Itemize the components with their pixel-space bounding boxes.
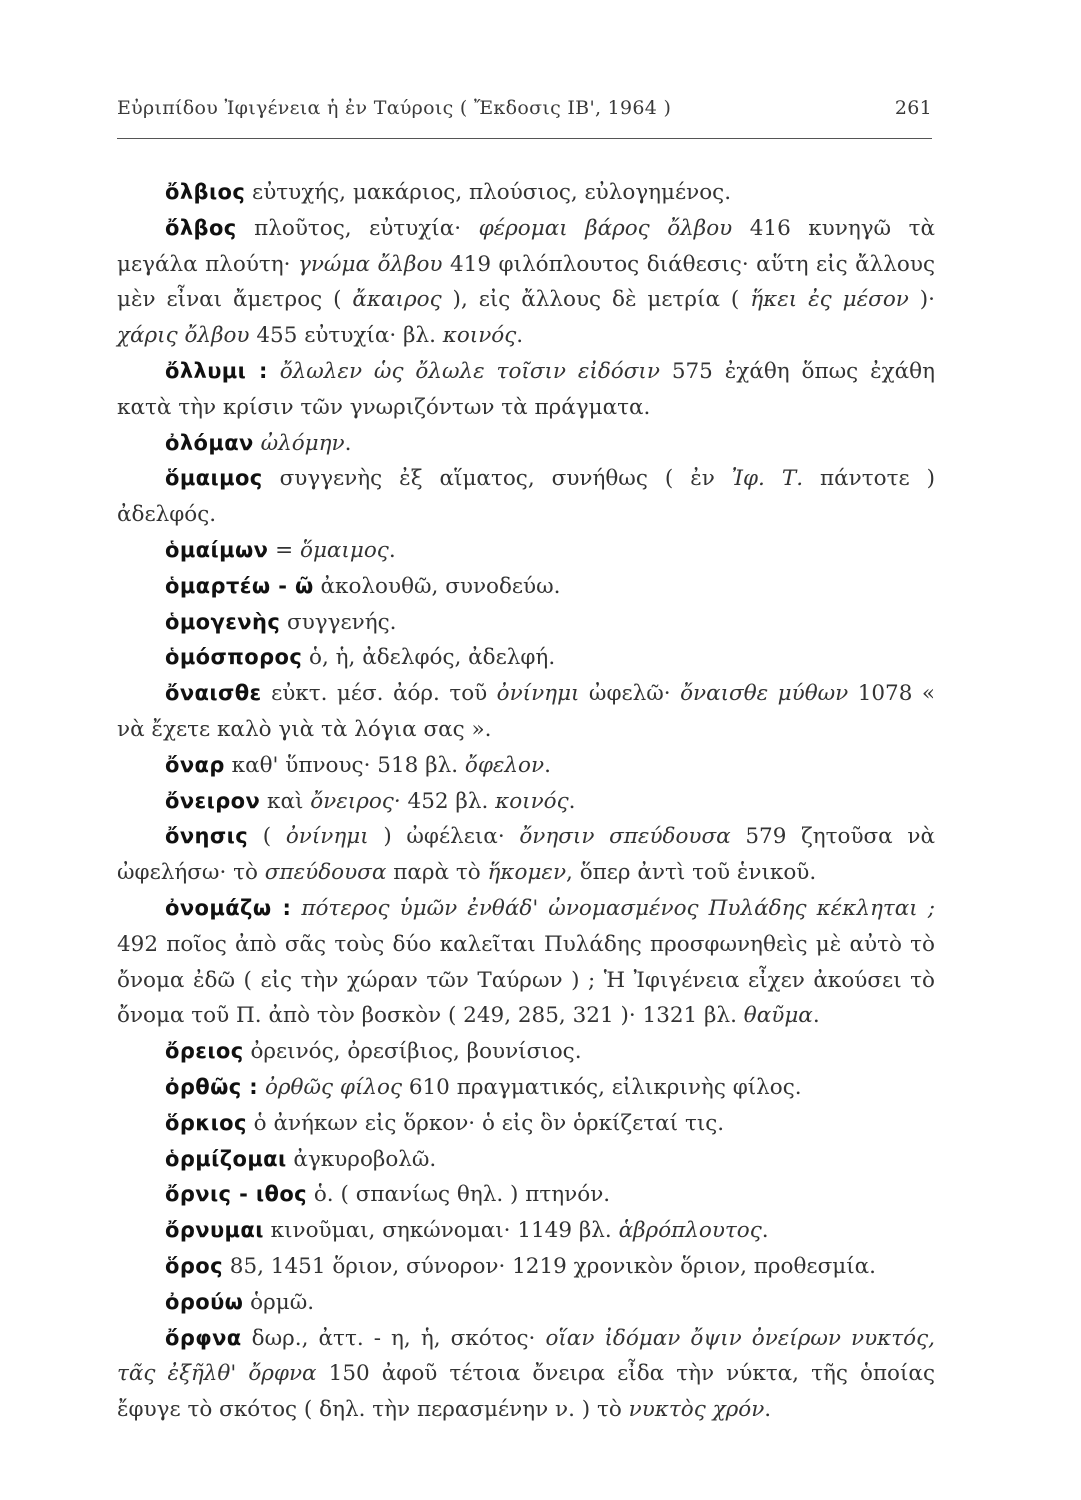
- glossary-entry: ὄναρ καθ' ὕπνους· 518 βλ. ὄφελον.: [165, 752, 551, 778]
- headword: ὁμόσπορος: [165, 645, 303, 670]
- glossary-entries: [117, 175, 935, 1428]
- glossary-entry: ὁμογενὴς συγγενής.: [165, 609, 397, 635]
- headword: ὄρειος: [165, 1039, 244, 1064]
- glossary-entry: ὄνειρον καὶ ὄνειρος· 452 βλ. κοινός.: [165, 788, 576, 814]
- glossary-entry: ὁμαίμων = ὅμαιμος.: [165, 537, 396, 563]
- running-title: Εὐριπίδου Ἰφιγένεια ἡ ἐν Ταύροις ( Ἔκδοσις ΙΒ', 1964 ): [117, 97, 672, 119]
- glossary-entry: ὄλβιος εὐτυχής, μακάριος, πλούσιος, εὐλογημένος.: [165, 180, 732, 205]
- headword: ὄνησις: [165, 824, 249, 849]
- headword: ὀρούω: [165, 1289, 244, 1314]
- glossary-entry: ὄναισθε εὐκτ. μέσ. ἀόρ. τοῦ ὀνίνημι ὠφελῶ· ὄναισθε μύθων 1078 « νὰ ἔχετε καλὸ γιὰ τὰ λόγια σας ».: [117, 681, 936, 742]
- headword: ὁμαίμων: [165, 537, 269, 562]
- glossary-entry: ὄλβος πλοῦτος, εὐτυχία· φέρομαι βάρος ὄλβου 416 κυνηγῶ τὰ μεγάλα πλούτη· γνώμα ὄλβου 419 φιλόπλουτος διάθεσις· αὕτη εἰς ἄλλους μὲν εἶναι ἄμετρος ( ἄκαιρος ), εἰς ἄλλους δὲ μετρία ( ἥκει ἐς μέσον )· χάρις ὄλβου 455 εὐτυχία· βλ. κοινός.: [117, 215, 935, 349]
- glossary-entry: ὀνομάζω : πότερος ὑμῶν ἐνθάδ' ὠνομασμένος Πυλάδης κέκληται ; 492 ποῖος ἀπὸ σᾶς τοὺς δύο καλεῖται Πυλάδης προσφωνηθεὶς μὲ αὐτὸ τὸ ὄνομα ἐδῶ ( εἰς τὴν χώραν τῶν Ταύρων ) ; Ἡ Ἰφιγένεια εἶχεν ἀκούσει τὸ ὄνομα τοῦ Π. ἀπὸ τὸν βοσκὸν ( 249, 285, 321 )· 1321 βλ. θαῦμα.: [117, 895, 935, 1029]
- headword: ὁρμίζομαι: [165, 1146, 287, 1171]
- headword: ὄνειρον: [165, 788, 261, 813]
- glossary-entry: ὁμαρτέω - ῶ ἀκολουθῶ, συνοδεύω.: [165, 573, 561, 599]
- glossary-entry: ὅμαιμος συγγενὴς ἐξ αἵματος, συνήθως ( ἐν Ἰφ. Τ. πάντοτε ) ἀδελφός.: [117, 466, 935, 528]
- glossary-entry: ὄνησις ( ὀνίνημι ) ὠφέλεια· ὄνησιν σπεύδουσα 579 ζητοῦσα νὰ ὠφελήσω· τὸ σπεύδουσα παρὰ τὸ ἥκομεν, ὅπερ ἀντὶ τοῦ ἑνικοῦ.: [117, 824, 935, 886]
- headword: ὀρθῶς :: [165, 1074, 259, 1099]
- glossary-entry: ὀρούω ὁρμῶ.: [165, 1289, 315, 1315]
- glossary-entry: ὅρκιος ὁ ἀνήκων εἰς ὅρκον· ὁ εἰς ὃν ὁρκίζεταί τις.: [165, 1110, 725, 1136]
- glossary-entry: ὀρθῶς : ὀρθῶς φίλος 610 πραγματικός, εἰλικρινὴς φίλος.: [165, 1074, 802, 1100]
- headword: ὄλβιος: [165, 180, 246, 204]
- glossary-entry: ὄρνυμαι κινοῦμαι, σηκώνομαι· 1149 βλ. ἁβρόπλουτος.: [165, 1218, 769, 1244]
- glossary-entry: ὁμόσπορος ὁ, ἡ, ἀδελφός, ἀδελφή.: [165, 645, 556, 671]
- headword: ὄλλυμι :: [165, 358, 268, 383]
- headword: ὀνομάζω :: [165, 895, 292, 920]
- headword: ὅμαιμος: [165, 466, 263, 491]
- glossary-entry: ὄρφνα δωρ., ἀττ. - η, ἡ, σκότος· οἵαν ἰδόμαν ὄψιν ὀνείρων νυκτός, τᾶς ἐξῆλθ' ὄρφνα 150 ἀφοῦ τέτοια ὄνειρα εἶδα τὴν νύκτα, τῆς ὁποίας ἔφυγε τὸ σκότος ( δηλ. τὴν περασμένην ν. ) τὸ νυκτὸς χρόν.: [117, 1325, 935, 1423]
- glossary-entry: ὄρειος ὀρεινός, ὀρεσίβιος, βουνίσιος.: [165, 1039, 582, 1065]
- headword: ὄρνυμαι: [165, 1218, 264, 1243]
- headword: ὅρκιος: [165, 1110, 247, 1135]
- headword: ὁμογενὴς: [165, 609, 281, 634]
- glossary-entry: ὄρνις - ιθος ὁ. ( σπανίως θηλ. ) πτηνόν.: [165, 1182, 611, 1208]
- headword: ὄλβος: [165, 215, 237, 240]
- headword: ὀλόμαν: [165, 430, 254, 455]
- glossary-entry: ὄλλυμι : ὄλωλεν ὡς ὄλωλε τοῖσιν εἰδόσιν 575 ἐχάθη ὅπως ἐχάθη κατὰ τὴν κρίσιν τῶν γνωριζόντων τὰ πράγματα.: [117, 358, 936, 420]
- glossary-entry: ὅρος 85, 1451 ὅριον, σύνορον· 1219 χρονικὸν ὅριον, προθεσμία.: [165, 1253, 876, 1279]
- headword: ὄρνις - ιθος: [165, 1182, 308, 1207]
- header-rule: [117, 138, 932, 139]
- glossary-entry: ὀλόμαν ὠλόμην.: [165, 430, 352, 456]
- headword: ὄναισθε: [165, 681, 262, 706]
- headword: ὅρος: [165, 1253, 223, 1278]
- headword: ὄρφνα: [165, 1325, 242, 1350]
- headword: ὄναρ: [165, 752, 225, 777]
- page-number: 261: [894, 97, 932, 119]
- glossary-entry: ὁρμίζομαι ἀγκυροβολῶ.: [165, 1146, 437, 1172]
- headword: ὁμαρτέω - ῶ: [165, 573, 314, 598]
